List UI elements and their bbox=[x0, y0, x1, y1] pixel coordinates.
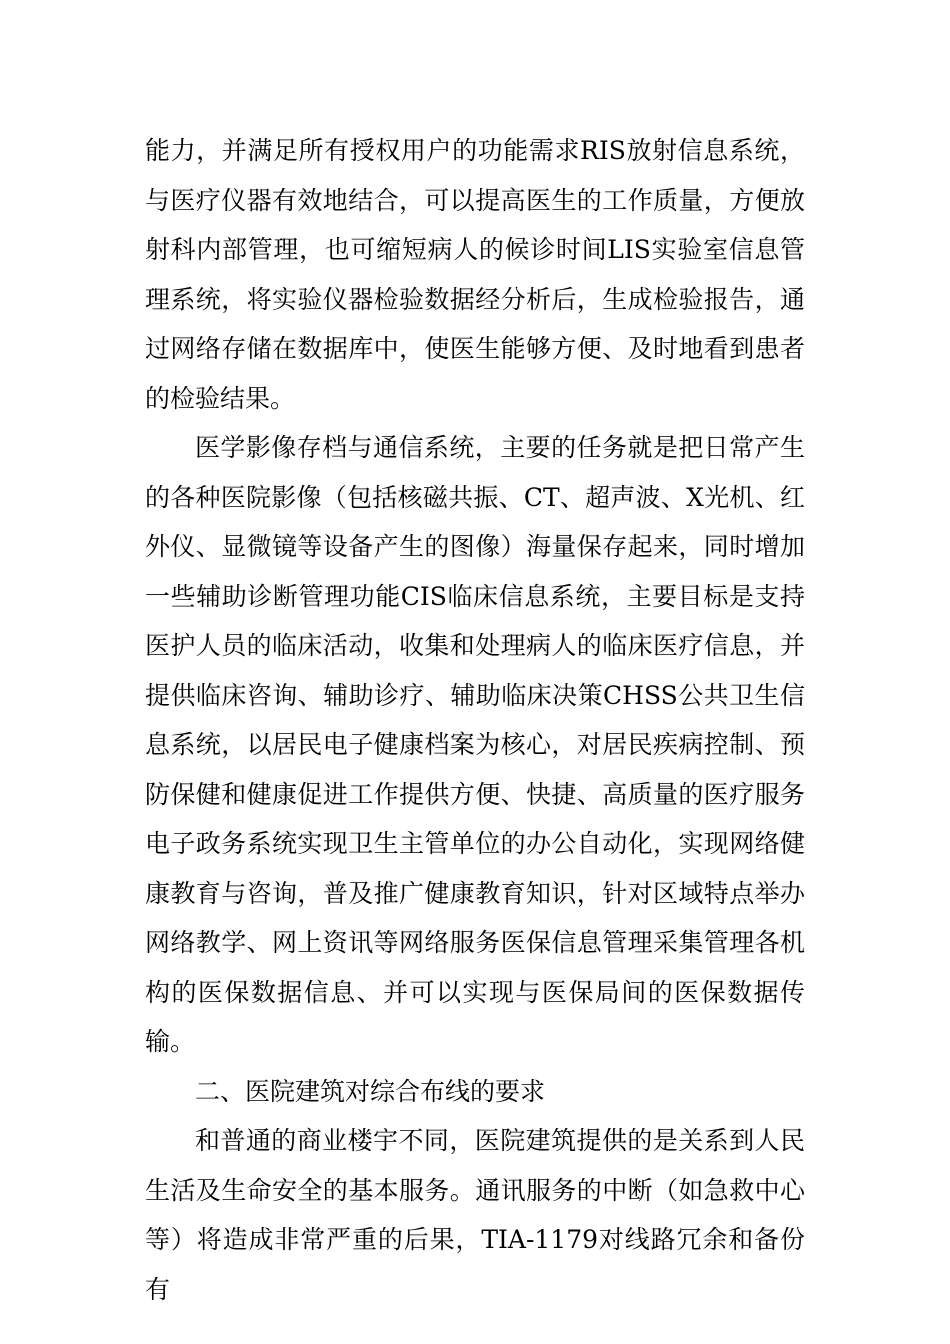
body-text bbox=[145, 126, 805, 1314]
paragraph-1: 能力，并满足所有授权用户的功能需求RIS放射信息系统，与医疗仪器有效地结合，可以提高医生的工作质量，方便放射科内部管理，也可缩短病人的候诊时间LIS实验室信息管理系统，将实验仪器检验数据经分析后，生成检验报告，通过网络存储在数据库中，使医生能够方便、及时地看到患者的检验结果。 bbox=[145, 136, 805, 413]
section-heading: 二、医院建筑对综合布线的要求 bbox=[195, 1076, 546, 1106]
paragraph-2: 医学影像存档与通信系统，主要的任务就是把日常产生的各种医院影像（包括核磁共振、CT、超声波、X光机、红外仪、显微镜等设备产生的图像）海量保存起来，同时增加一些辅助诊断管理功能CIS临床信息系统，主要目标是支持医护人员的临床活动，收集和处理病人的临床医疗信息，并提供临床咨询、辅助诊疗、辅助临床决策CHSS公共卫生信息系统，以居民电子健康档案为核心，对居民疾病控制、预防保健和健康促进工作提供方便、快捷、高质量的医疗服务电子政务系统实现卫生主管单位的办公自动化，实现网络健康教育与咨询，普及推广健康教育知识，针对区域特点举办网络教学、网上资讯等网络服务医保信息管理采集管理各机构的医保数据信息、并可以实现与医保局间的医保数据传输。 bbox=[145, 433, 805, 1056]
paragraph-3: 和普通的商业楼宇不同，医院建筑提供的是关系到人民生活及生命安全的基本服务。通讯服务的中断（如急救中心等）将造成非常严重的后果，TIA-1179对线路冗余和备份有 bbox=[145, 1126, 805, 1304]
